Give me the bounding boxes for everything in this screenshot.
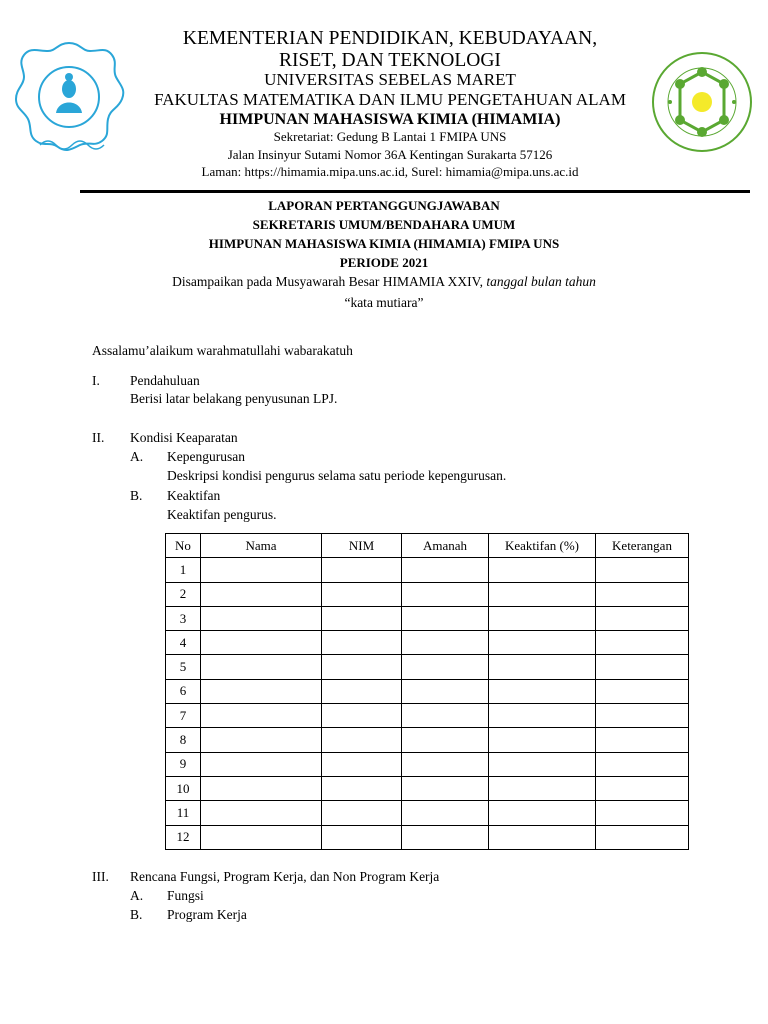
cell-nim: [322, 704, 402, 728]
section3-number: III.: [92, 869, 109, 884]
cell-amanah: [402, 679, 489, 703]
cell-keaktifan: [489, 776, 596, 800]
cell-keterangan: [596, 704, 689, 728]
cell-amanah: [402, 606, 489, 630]
presented-text: Disampaikan pada Musyawarah Besar HIMAMIA XXIV,: [172, 274, 487, 289]
table-row: [166, 752, 689, 776]
cell-keterangan: [596, 655, 689, 679]
section1-title: Pendahuluan: [130, 373, 200, 388]
keaktifan-table: [165, 533, 689, 850]
table-row: [166, 776, 689, 800]
cell-nim: [322, 752, 402, 776]
row-number: 4: [166, 631, 201, 655]
section2b-letter: B.: [130, 488, 143, 503]
cell-keaktifan: [489, 752, 596, 776]
cell-nama: [201, 704, 322, 728]
cell-keterangan: [596, 752, 689, 776]
cell-keaktifan: [489, 606, 596, 630]
cell-keterangan: [596, 679, 689, 703]
row-number: 2: [166, 582, 201, 606]
section2a-letter: A.: [130, 449, 144, 464]
section2b-title: Keaktifan: [167, 488, 221, 503]
cell-nim: [322, 728, 402, 752]
report-title-line1: LAPORAN PERTANGGUNGJAWABAN: [268, 198, 500, 213]
cell-nama: [201, 606, 322, 630]
table-row: [166, 558, 689, 582]
section3b-title: Program Kerja: [167, 907, 247, 922]
cell-amanah: [402, 582, 489, 606]
cell-nama: [201, 631, 322, 655]
table-header-row: [166, 534, 689, 558]
column-header-no: No: [166, 534, 201, 558]
cell-amanah: [402, 728, 489, 752]
cell-nama: [201, 801, 322, 825]
cell-nim: [322, 631, 402, 655]
cell-nim: [322, 776, 402, 800]
section3-title: Rencana Fungsi, Program Kerja, dan Non Program Kerja: [130, 869, 440, 884]
section3a-letter: A.: [130, 888, 144, 903]
cell-keterangan: [596, 606, 689, 630]
cell-nama: [201, 825, 322, 849]
report-title-line2: SEKRETARIS UMUM/BENDAHARA UMUM: [252, 217, 516, 232]
cell-nim: [322, 655, 402, 679]
cell-amanah: [402, 752, 489, 776]
letterhead-divider: [80, 190, 750, 193]
table-row: [166, 704, 689, 728]
column-header-nim: NIM: [322, 534, 402, 558]
cell-keaktifan: [489, 704, 596, 728]
cell-nama: [201, 776, 322, 800]
cell-nama: [201, 655, 322, 679]
cell-nim: [322, 558, 402, 582]
organization-name: HIMPUNAN MAHASISWA KIMIA (HIMAMIA): [219, 111, 561, 128]
row-number: 5: [166, 655, 201, 679]
report-period: PERIODE 2021: [339, 255, 429, 270]
cell-amanah: [402, 704, 489, 728]
section2a-title: Kepengurusan: [167, 449, 245, 464]
column-header-amanah: Amanah: [402, 534, 489, 558]
section2b-desc: Keaktifan pengurus.: [167, 507, 277, 522]
row-number: 1: [166, 558, 201, 582]
cell-keaktifan: [489, 582, 596, 606]
cell-keaktifan: [489, 558, 596, 582]
row-number: 3: [166, 606, 201, 630]
section2-number: II.: [92, 430, 105, 445]
cell-keaktifan: [489, 655, 596, 679]
university-name: UNIVERSITAS SEBELAS MARET: [264, 70, 516, 89]
cell-keterangan: [596, 825, 689, 849]
cell-nama: [201, 728, 322, 752]
column-header-nama: Nama: [201, 534, 322, 558]
cell-amanah: [402, 558, 489, 582]
table-row: [166, 582, 689, 606]
table-row: [166, 606, 689, 630]
cell-amanah: [402, 631, 489, 655]
cell-keterangan: [596, 631, 689, 655]
table-row: [166, 801, 689, 825]
table-row: [166, 631, 689, 655]
cell-nama: [201, 558, 322, 582]
cell-nim: [322, 801, 402, 825]
cell-nama: [201, 752, 322, 776]
cell-nim: [322, 606, 402, 630]
cell-keterangan: [596, 582, 689, 606]
table-row: [166, 655, 689, 679]
row-number: 10: [166, 776, 201, 800]
row-number: 12: [166, 825, 201, 849]
greeting: Assalamu’alaikum warahmatullahi wabarakatuh: [92, 343, 353, 358]
cell-keaktifan: [489, 679, 596, 703]
cell-amanah: [402, 655, 489, 679]
section1-number: I.: [92, 373, 100, 388]
cell-keterangan: [596, 558, 689, 582]
cell-keaktifan: [489, 631, 596, 655]
cell-amanah: [402, 825, 489, 849]
row-number: 11: [166, 801, 201, 825]
cell-keaktifan: [489, 825, 596, 849]
table-row: [166, 679, 689, 703]
table-row: [166, 728, 689, 752]
section2a-desc: Deskripsi kondisi pengurus selama satu periode kepengurusan.: [167, 468, 507, 483]
cell-keterangan: [596, 776, 689, 800]
cell-amanah: [402, 801, 489, 825]
presented-line: [0, 272, 768, 292]
cell-nim: [322, 825, 402, 849]
cell-keaktifan: [489, 728, 596, 752]
column-header-keterangan: Keterangan: [596, 534, 689, 558]
cell-nim: [322, 679, 402, 703]
section1-desc: Berisi latar belakang penyusunan LPJ.: [130, 391, 338, 406]
contact-info: Laman: https://himamia.mipa.uns.ac.id, Surel: himamia@mipa.uns.ac.id: [201, 164, 579, 179]
cell-keterangan: [596, 801, 689, 825]
row-number: 9: [166, 752, 201, 776]
report-title-line3: HIMPUNAN MAHASISWA KIMIA (HIMAMIA) FMIPA UNS: [208, 236, 560, 251]
cell-keterangan: [596, 728, 689, 752]
row-number: 8: [166, 728, 201, 752]
row-number: 6: [166, 679, 201, 703]
cell-amanah: [402, 776, 489, 800]
section2-title: Kondisi Keaparatan: [130, 430, 238, 445]
quote-line: “kata mutiara”: [344, 295, 424, 310]
ministry-line1: KEMENTERIAN PENDIDIKAN, KEBUDAYAAN,: [182, 28, 598, 49]
cell-nama: [201, 582, 322, 606]
column-header-keaktifan: Keaktifan (%): [489, 534, 596, 558]
table-row: [166, 825, 689, 849]
row-number: 7: [166, 704, 201, 728]
section3b-letter: B.: [130, 907, 143, 922]
presented-date: tanggal bulan tahun: [486, 274, 596, 289]
ministry-line2: RISET, DAN TEKNOLOGI: [279, 50, 501, 71]
cell-keaktifan: [489, 801, 596, 825]
secretariat-address: Sekretariat: Gedung B Lantai 1 FMIPA UNS: [273, 129, 507, 144]
section3a-title: Fungsi: [167, 888, 204, 903]
faculty-name: FAKULTAS MATEMATIKA DAN ILMU PENGETAHUAN ALAM: [154, 90, 626, 109]
street-address: Jalan Insinyur Sutami Nomor 36A Kentingan Surakarta 57126: [227, 147, 553, 162]
cell-nama: [201, 679, 322, 703]
cell-nim: [322, 582, 402, 606]
